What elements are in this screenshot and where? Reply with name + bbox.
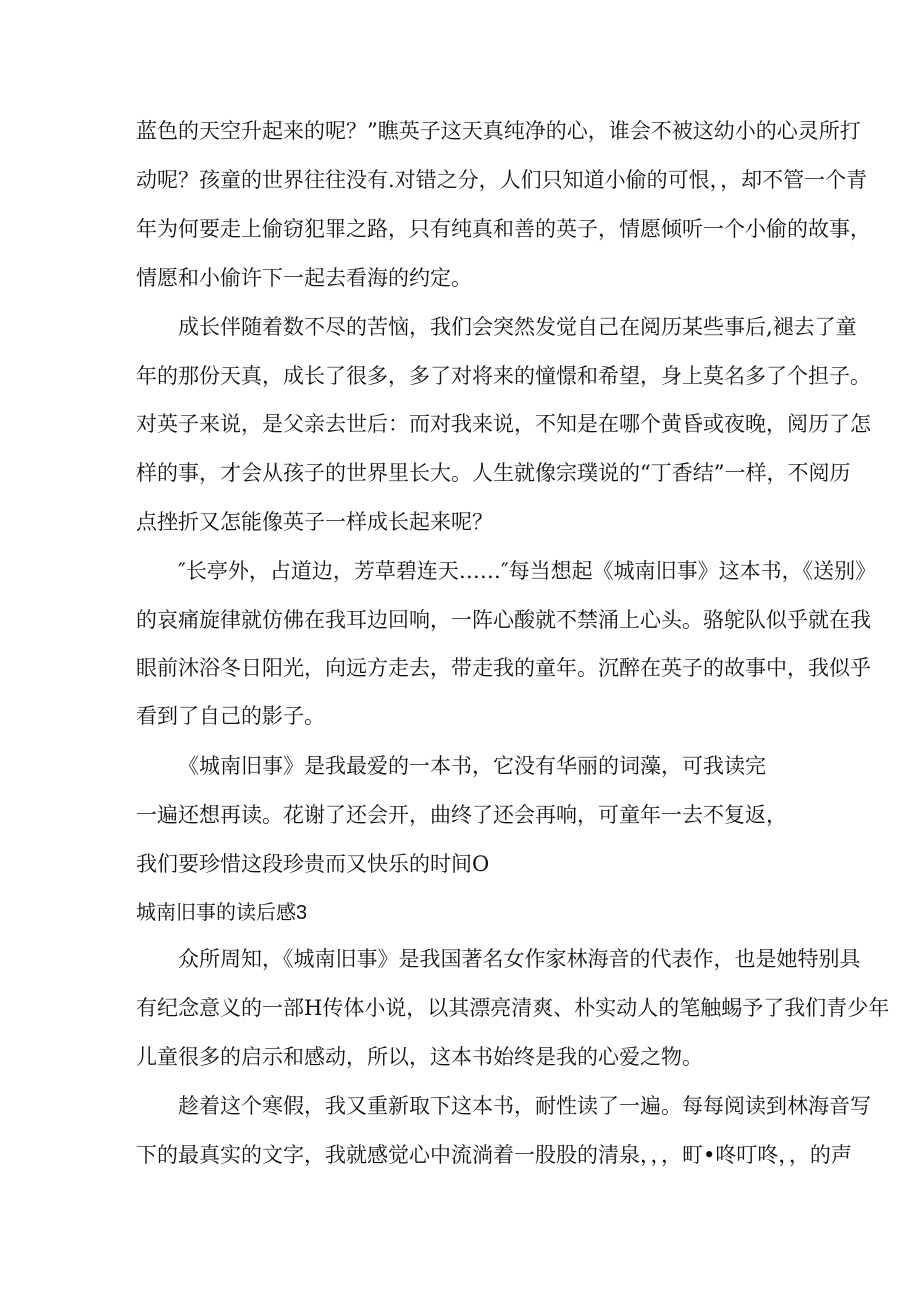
text-line: ″长亭外，占道边，芳草碧连天……″每当想起《城南旧事》这本书，《送别》 [178, 559, 877, 583]
text-line: 年的那份天真，成长了很多，多了对将来的憧憬和希望，身上莫名多了个担子。 [136, 364, 871, 388]
text-line: 对英子来说，是父亲去世后：而对我来说，不知是在哪个黄昏或夜晚，阅历了怎 [136, 412, 871, 436]
text-line: 趁着这个寒假，我又重新取下这本书，耐性读了一遍。每每阅读到林海音写 [178, 1094, 871, 1118]
text-line: 有纪念意义的一部H传体小说，以其漂亮清爽、朴实动人的笔触蜴予了我们青少年 [136, 996, 890, 1020]
text-line: 下的最真实的文字，我就感觉心中流淌着一股股的清泉，，，町•咚叮咚，，的声 [136, 1143, 852, 1167]
text-line: 看到了自己的影子。 [136, 704, 325, 728]
text-line: 一遍还想再读。花谢了还会开，曲终了还会再响，可童年一去不复返， [136, 803, 787, 827]
text-line: 眼前沐浴冬日阳光，向远方走去，带走我的童年。沉醉在英子的故事中，我似乎 [136, 656, 871, 680]
text-line: 成长伴随着数不尽的苦恼，我们会突然发觉自己在阅历某些事后,褪去了童 [178, 315, 857, 339]
text-line: 动呢？孩童的世界往往没有.对错之分，人们只知道小偷的可恨，，却不管一个青 [136, 168, 868, 192]
text-line: 《城南旧事》是我最爱的一本书，它没有华丽的词藻，可我读完 [178, 754, 766, 778]
text-line: 样的事，才会从孩子的世界里长大。人生就像宗璞说的“丁香结”一样，不阅历 [136, 461, 851, 485]
text-line: 年为何要走上偷窃犯罪之路，只有纯真和善的英子，情愿倾听一个小偷的故事， [136, 217, 871, 241]
section-heading: 城南旧事的读后感3 [136, 902, 308, 924]
text-line: 的哀痛旋律就仿佛在我耳边回响，一阵心酸就不禁涌上心头。骆鸵队似乎就在我 [136, 608, 871, 632]
text-line: 儿童很多的启示和感动，所以，这本书始终是我的心爱之物。 [136, 1045, 703, 1069]
text-line: 我们要珍惜这段珍贵而又快乐的时间O [136, 852, 490, 876]
text-line: 情愿和小偷许下一起去看海的约定。 [136, 266, 472, 290]
text-line: 蓝色的天空升起来的呢？”瞧英子这天真纯净的心，谁会不被这幼小的心灵所打 [136, 119, 861, 143]
text-line: 点挫折又怎能像英子一样成长起来呢？ [136, 510, 493, 534]
text-line: 众所周知，《城南旧事》是我国著名女作家林海音的代表作，也是她特别具 [178, 947, 861, 971]
